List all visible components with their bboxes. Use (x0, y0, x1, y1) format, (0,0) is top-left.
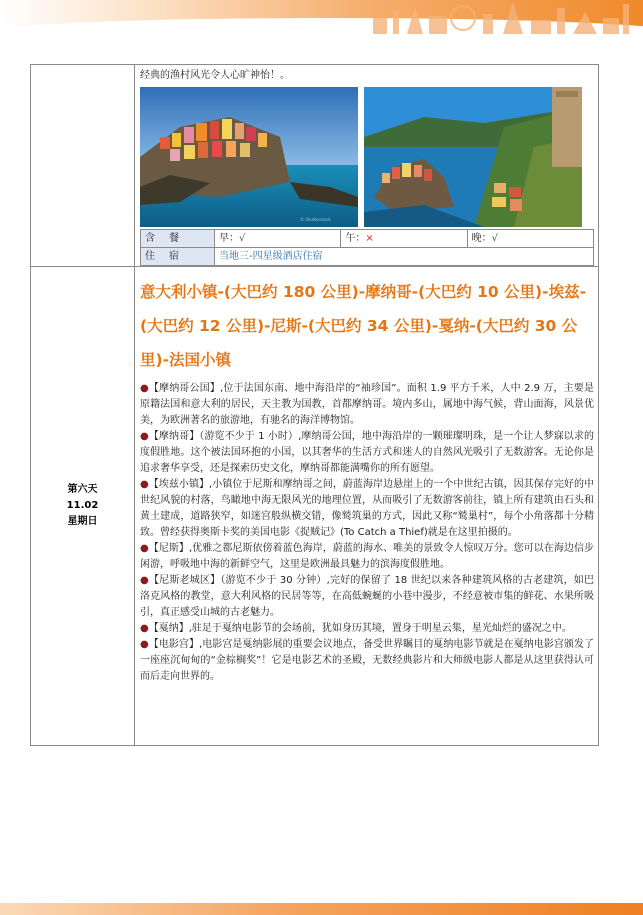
intro-text: 经典的渔村风光令人心旷神怡！。 (140, 70, 290, 81)
day-six-content (135, 267, 599, 746)
check-icon: √ (239, 232, 246, 244)
empty-day-cell (31, 65, 135, 267)
day-date: 11.02 (66, 500, 99, 511)
dinner-cell: 晚：√ (467, 230, 593, 248)
bullet-icon: ● (140, 543, 149, 554)
day-weekday: 星期日 (67, 516, 98, 527)
photo-row (140, 87, 594, 227)
day-cell (31, 267, 135, 746)
bullet-icon: ● (140, 639, 149, 650)
itinerary-table (30, 64, 599, 746)
day-six-row (31, 267, 599, 746)
paragraph-monaco-principality: ●【摩纳哥公国】,位于法国东南、地中海沿岸的“袖珍国”。面积 1.9 平方千米，人中 2.9 万，主要是原籍法国和意大利的居民，天主教为国教，首都摩纳哥。境内多山，属地中海气候，背山面海，风景优美，为欧洲著名的旅游地，有驰名的海洋博物馆。 (140, 383, 594, 426)
paragraph-nice: ●【尼斯】,优雅之都尼斯依傍着蓝色海岸，蔚蓝的海水、唯美的景致令人惊叹万分。您可以在海边信步闲游，呼吸地中海的新鲜空气，这里是欧洲最具魅力的滨海度假胜地。 (140, 543, 594, 570)
bottom-banner (0, 903, 643, 915)
previous-day-content (135, 65, 599, 267)
paragraph-cannes: ●【戛纳】,驻足于戛纳电影节的会场前，犹如身历其境，置身于明星云集，星光灿烂的盛况之中。 (140, 623, 572, 634)
svg-text:© Shutterstock: © Shutterstock (300, 217, 331, 222)
city-skyline-decoration (363, 0, 643, 34)
breakfast-cell: 早：√ (215, 230, 341, 248)
paragraph-monaco: ●【摩纳哥】（游览不少于 1 小时）,摩纳哥公国，地中海沿岸的一颗璀璨明珠，是一个让人梦寐以求的度假胜地。这个被法国环抱的小国，以其奢华的生活方式和迷人的自然风光吸引了无数游客。无论你是追求奢华享受，还是探索历史文化，摩纳哥都能满嘴你的所有愿望。 (140, 431, 594, 474)
route-heading: 意大利小镇-(大巴约 180 公里)-摩纳哥-(大巴约 10 公里)-埃兹-(大巴约 12 公里)-尼斯-(大巴约 34 公里)-戛纳-(大巴约 30 公里)-法国小镇 (140, 283, 587, 369)
paragraph-film-palace: ●【电影宫】,电影宫是戛纳影展的重要会议地点，备受世界瞩目的戛纳电影节就是在戛纳电影宫颁发了一座座沉甸甸的“金棕榈奖”！它是电影艺术的圣殿，无数经典影片和大师级电影人都是从这里获得认可而后走向世界的。 (140, 639, 594, 682)
day-label: 第六天 (67, 484, 98, 495)
paragraph-nice-old-town: ●【尼斯老城区】（游览不少于 30 分钟）,完好的保留了 18 世纪以来各种建筑风格的古老建筑，如巴洛克风格的教堂，意大利风格的民居等等，在高低蜿蜒的小巷中漫步，不经意被市集的鲜花、水果所吸引，真正感受山城的古老魅力。 (140, 575, 595, 618)
lunch-cell: 午：× (341, 230, 467, 248)
paragraph-eze: ●【埃兹小镇】,小镇位于尼斯和摩纳哥之间，蔚蓝海岸边悬崖上的一个中世纪古镇，因其保存完好的中世纪风貌的村落，鸟瞰地中海无限风光的地理位置，从而吸引了无数游客前往，镇上所有建筑由石头和黄土建成，道路狭窄，如迷宫般纵横交错，像鹫筑巢的方式，因此又称“鹫巢村”，每个小角落都十分精致。曾经获得奥斯卡奖的美国电影《捉贼记》(To Catch a Thief)就是在这里拍摄的。 (140, 479, 594, 538)
lodging-value: 当地三-四星级酒店住宿 (215, 248, 594, 266)
bullet-icon: ● (140, 383, 149, 394)
bullet-icon: ● (140, 479, 149, 490)
check-icon: √ (491, 232, 499, 244)
top-banner (0, 0, 643, 34)
meal-label: 含餐 (141, 230, 215, 248)
lodging-row (141, 248, 594, 266)
vernazza-photo (364, 87, 582, 227)
previous-day-row (31, 65, 599, 267)
bullet-icon: ● (140, 575, 149, 586)
cross-icon: × (365, 232, 374, 244)
bullet-icon: ● (140, 431, 149, 442)
bullet-icon: ● (140, 623, 149, 634)
cinque-terre-village-photo (140, 87, 358, 227)
meal-table (140, 229, 594, 266)
meal-row (141, 230, 594, 248)
lodging-label: 住宿 (141, 248, 215, 266)
